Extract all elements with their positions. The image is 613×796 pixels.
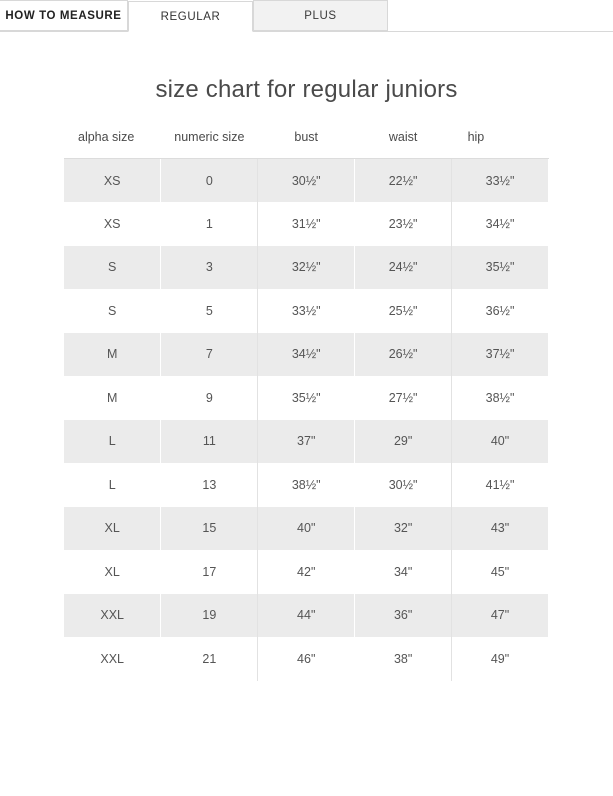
tab-regular-label: REGULAR: [160, 11, 221, 23]
table-row: [64, 202, 549, 246]
table-cell: 44": [258, 594, 355, 638]
table-cell: S: [64, 246, 161, 290]
table-cell: 19: [161, 594, 258, 638]
table-cell: XXL: [64, 594, 161, 638]
tab-how-to-measure[interactable]: [0, 0, 128, 31]
table-cell: 32": [355, 507, 452, 551]
table-cell: 22½": [355, 159, 452, 203]
table-row: [64, 637, 549, 681]
column-header-bust: bust: [258, 130, 355, 159]
column-header-waist: waist: [355, 130, 452, 159]
table-cell: 36": [355, 594, 452, 638]
table-cell: 35½": [452, 246, 549, 290]
table-cell: M: [64, 333, 161, 377]
table-row: [64, 507, 549, 551]
table-cell: 37": [258, 420, 355, 464]
table-cell: 15: [161, 507, 258, 551]
table-row: [64, 594, 549, 638]
tab-how-to-measure-label: HOW TO MEASURE: [5, 10, 122, 22]
table-cell: 32½": [258, 246, 355, 290]
table-cell: 34½": [258, 333, 355, 377]
table-cell: 11: [161, 420, 258, 464]
column-header-alpha-size: alpha size: [64, 130, 161, 159]
table-cell: 35½": [258, 376, 355, 420]
table-cell: 1: [161, 202, 258, 246]
table-cell: 33½": [452, 159, 549, 203]
size-chart-table: [64, 130, 549, 681]
table-row: [64, 463, 549, 507]
table-cell: 3: [161, 246, 258, 290]
table-cell: 7: [161, 333, 258, 377]
tab-regular[interactable]: [128, 1, 253, 32]
table-cell: 46": [258, 637, 355, 681]
table-row: [64, 420, 549, 464]
table-cell: 34½": [452, 202, 549, 246]
table-cell: 37½": [452, 333, 549, 377]
table-header: [64, 130, 549, 159]
table-cell: L: [64, 463, 161, 507]
table-cell: S: [64, 289, 161, 333]
table-cell: 40": [258, 507, 355, 551]
table-cell: 42": [258, 550, 355, 594]
table-cell: 25½": [355, 289, 452, 333]
table-cell: 26½": [355, 333, 452, 377]
table-cell: 33½": [258, 289, 355, 333]
table-body: [64, 159, 549, 681]
tab-plus-label: PLUS: [304, 10, 337, 22]
table-cell: 30½": [355, 463, 452, 507]
table-cell: XXL: [64, 637, 161, 681]
table-cell: 45": [452, 550, 549, 594]
table-row: [64, 333, 549, 377]
table-cell: 40": [452, 420, 549, 464]
table-cell: 29": [355, 420, 452, 464]
table-cell: XS: [64, 202, 161, 246]
table-cell: 47": [452, 594, 549, 638]
table-cell: 13: [161, 463, 258, 507]
tab-bar: [0, 0, 613, 32]
table-cell: 43": [452, 507, 549, 551]
table-cell: XL: [64, 550, 161, 594]
table-row: [64, 289, 549, 333]
table-row: [64, 550, 549, 594]
table-cell: 34": [355, 550, 452, 594]
table-cell: XL: [64, 507, 161, 551]
column-header-hip: hip: [452, 130, 549, 159]
tab-plus[interactable]: [253, 0, 388, 31]
page-title: size chart for regular juniors: [155, 76, 458, 103]
table-cell: 24½": [355, 246, 452, 290]
table-cell: 21: [161, 637, 258, 681]
table-row: [64, 246, 549, 290]
table-cell: 38½": [452, 376, 549, 420]
table-cell: 9: [161, 376, 258, 420]
table-cell: 0: [161, 159, 258, 203]
table-cell: 38": [355, 637, 452, 681]
table-header-row: [64, 130, 549, 159]
table-cell: 17: [161, 550, 258, 594]
table-cell: 31½": [258, 202, 355, 246]
table-cell: 23½": [355, 202, 452, 246]
table-cell: M: [64, 376, 161, 420]
table-row: [64, 159, 549, 203]
table-cell: 41½": [452, 463, 549, 507]
table-cell: 5: [161, 289, 258, 333]
table-cell: 36½": [452, 289, 549, 333]
column-header-numeric-size: numeric size: [161, 130, 258, 159]
table-cell: 38½": [258, 463, 355, 507]
table-cell: 30½": [258, 159, 355, 203]
table-cell: 27½": [355, 376, 452, 420]
table-cell: 49": [452, 637, 549, 681]
table-row: [64, 376, 549, 420]
size-chart-table-wrapper: [0, 130, 613, 681]
table-cell: XS: [64, 159, 161, 203]
table-cell: L: [64, 420, 161, 464]
